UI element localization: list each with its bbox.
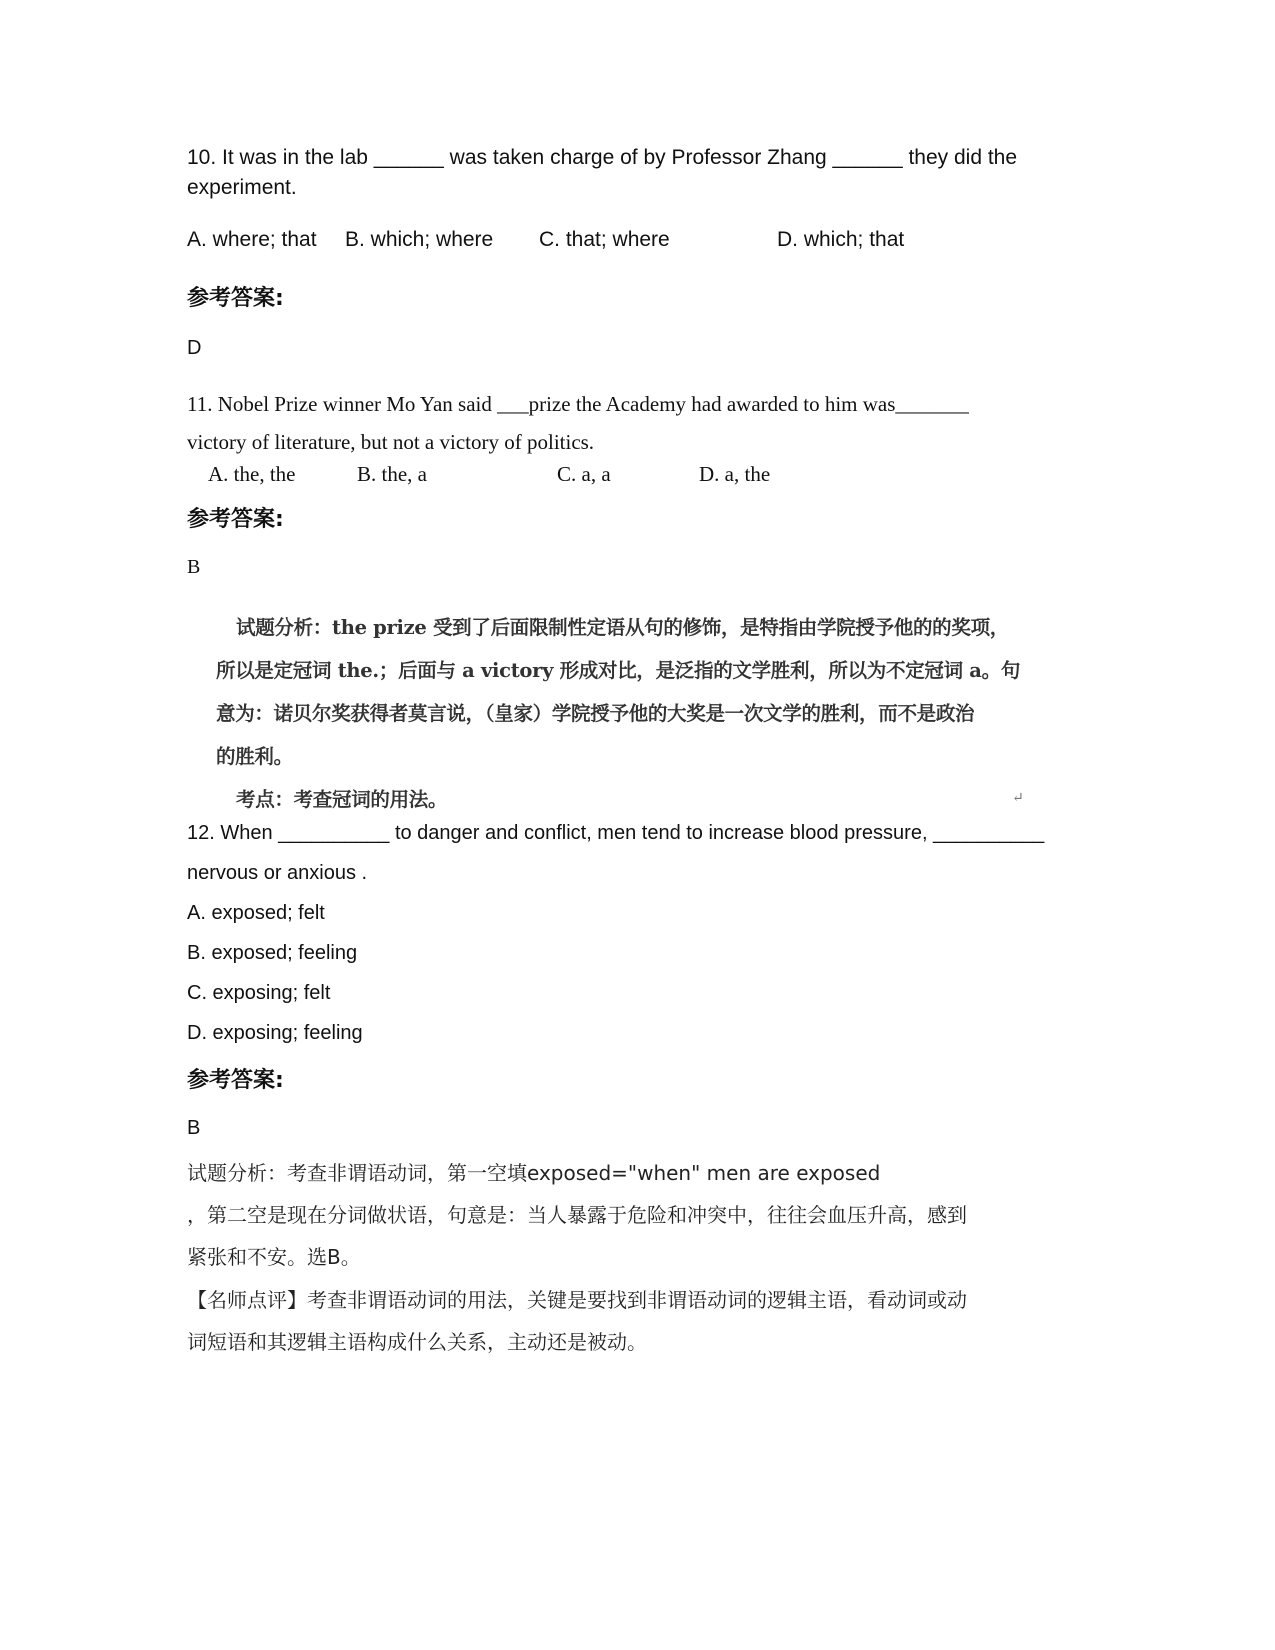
option-b: B. exposed; feeling (187, 942, 358, 964)
analysis-line: 紧张和不安。选B。 (187, 1245, 361, 1269)
return-mark-icon: ↵ (1012, 790, 1024, 806)
question-12-line-1: 12. When __________ to danger and conflict, men tend to increase blood pressure, __________ (187, 822, 1045, 844)
answer-heading: 参考答案: (187, 507, 284, 532)
answer-heading: 参考答案: (187, 286, 284, 311)
analysis-line: 所以是定冠词 the.；后面与 a victory 形成对比，是泛指的文学胜利，所以为不定冠词 a。句 (216, 659, 1021, 682)
option-c: C. that; where (539, 228, 670, 251)
option-d: D. exposing; feeling (187, 1022, 363, 1044)
question-11 (187, 385, 1087, 461)
question-10 (187, 143, 1087, 203)
answer-heading: 参考答案: (187, 1068, 284, 1093)
analysis-line: 试题分析：考查非谓语动词，第一空填exposed="when" men are exposed (187, 1161, 881, 1185)
teacher-comment-line: 词短语和其逻辑主语构成什么关系，主动还是被动。 (187, 1330, 647, 1354)
option-a: A. the, the (208, 462, 296, 486)
question-11-line-1: 11. Nobel Prize winner Mo Yan said ___prize the Academy had awarded to him was_______ (187, 392, 969, 416)
option-a: A. exposed; felt (187, 902, 325, 924)
option-d: D. a, the (699, 462, 771, 486)
analysis-line: ，第二空是现在分词做状语，句意是：当人暴露于危险和冲突中，往往会血压升高，感到 (187, 1203, 967, 1227)
option-a: A. where; that (187, 228, 317, 251)
answer-value: B (187, 1117, 201, 1139)
option-b: B. which; where (345, 228, 494, 251)
answer-value: D (187, 337, 202, 359)
question-11-line-2: victory of literature, but not a victory of politics. (187, 430, 595, 454)
question-10-line-1: 10. It was in the lab ______ was taken charge of by Professor Zhang ______ they did the (187, 146, 1018, 169)
question-10-line-2: experiment. (187, 176, 297, 199)
answer-value: B (187, 556, 201, 578)
analysis-line: 试题分析：the prize 受到了后面限制性定语从句的修饰，是特指由学院授予他的的奖项， (236, 616, 1009, 639)
option-b: B. the, a (357, 462, 427, 486)
option-c: C. exposing; felt (187, 982, 331, 1004)
analysis-keypoint: 考点：考查冠词的用法。 (236, 788, 448, 811)
option-d: D. which; that (777, 228, 905, 251)
analysis-line: 意为：诺贝尔奖获得者莫言说，（皇家）学院授予他的大奖是一次文学的胜利，而不是政治 (216, 702, 975, 725)
analysis-line: 的胜利。 (216, 745, 293, 768)
question-12-line-2: nervous or anxious . (187, 862, 368, 884)
option-c: C. a, a (557, 462, 611, 486)
teacher-comment-line: 【名师点评】考查非谓语动词的用法，关键是要找到非谓语动词的逻辑主语，看动词或动 (187, 1288, 967, 1312)
analysis-image-text (212, 612, 1042, 812)
